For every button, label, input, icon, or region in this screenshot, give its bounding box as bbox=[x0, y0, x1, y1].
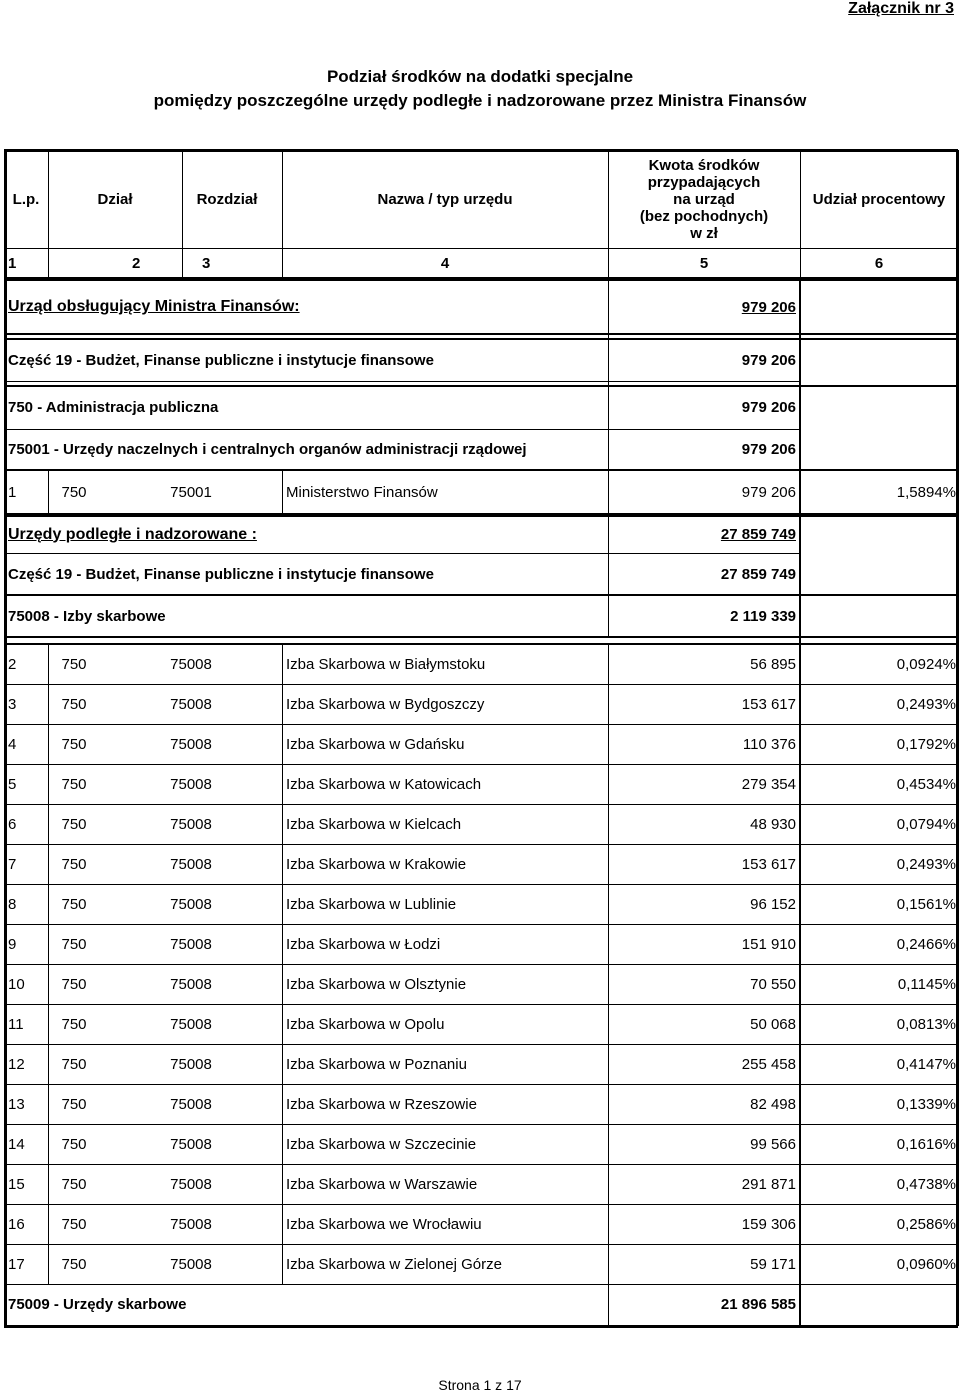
row-divider bbox=[4, 594, 958, 596]
colnum-2: 2 bbox=[132, 254, 141, 272]
row-rozdzial: 75001 bbox=[170, 483, 212, 501]
row-nazwa: Izba Skarbowa w Krakowie bbox=[286, 855, 467, 873]
colnum-6: 6 bbox=[874, 254, 884, 272]
row-rozdzial: 75008 bbox=[170, 1175, 212, 1193]
row-nazwa: Izba Skarbowa w Gdańsku bbox=[286, 735, 465, 753]
column-divider bbox=[48, 470, 49, 514]
row-udzial: 0,0794% bbox=[896, 815, 956, 833]
page-footer: Strona 1 z 17 bbox=[438, 1377, 522, 1393]
row-dzial: 750 bbox=[61, 735, 87, 753]
row-udzial: 0,1145% bbox=[897, 975, 956, 993]
row-udzial: 1,5894% bbox=[896, 483, 956, 501]
row-divider bbox=[4, 338, 958, 340]
row-nazwa: Izba Skarbowa w Kielcach bbox=[286, 815, 462, 833]
row-rozdzial: 75008 bbox=[170, 1215, 212, 1233]
colnum-4: 4 bbox=[440, 254, 450, 272]
section-value-dzial750: 979 206 bbox=[741, 399, 796, 416]
colnum-1: 1 bbox=[8, 254, 17, 272]
row-kwota: 50 068 bbox=[750, 1015, 796, 1033]
row-divider bbox=[4, 1284, 958, 1285]
colnum-3: 3 bbox=[202, 254, 211, 272]
row-udzial: 0,4534% bbox=[896, 775, 956, 793]
row-dzial: 750 bbox=[61, 695, 87, 713]
row-udzial: 0,1792% bbox=[896, 735, 956, 753]
header-udzial: Udział procentowy bbox=[812, 190, 946, 208]
header-nazwa: Nazwa / typ urzędu bbox=[377, 190, 513, 208]
column-divider bbox=[608, 644, 609, 1284]
header-kwota-line: na urząd bbox=[673, 190, 735, 208]
row-lp: 4 bbox=[8, 735, 17, 753]
row-kwota: 151 910 bbox=[741, 935, 796, 953]
header-kwota-line: (bez pochodnych) bbox=[639, 207, 769, 225]
row-udzial: 0,4147% bbox=[896, 1055, 956, 1073]
row-lp: 8 bbox=[8, 895, 17, 913]
column-divider bbox=[48, 644, 49, 1284]
row-divider bbox=[4, 333, 958, 335]
section-value-urzad_obslugujacy: 979 206 bbox=[741, 298, 796, 316]
row-lp: 12 bbox=[8, 1055, 25, 1073]
section-value-rozdz75008: 2 119 339 bbox=[730, 607, 796, 625]
row-divider bbox=[4, 844, 958, 845]
row-rozdzial: 75008 bbox=[170, 815, 212, 833]
row-kwota: 48 930 bbox=[750, 815, 796, 833]
row-lp: 10 bbox=[8, 975, 25, 993]
section-value-urzedy_podlegle: 27 859 749 bbox=[720, 526, 796, 543]
row-lp: 2 bbox=[8, 655, 17, 673]
row-rozdzial: 75008 bbox=[170, 855, 212, 873]
header-kwota-line: przypadających bbox=[647, 173, 761, 191]
row-divider bbox=[4, 1044, 958, 1045]
row-lp: 14 bbox=[8, 1135, 25, 1153]
row-nazwa: Ministerstwo Finansów bbox=[286, 483, 438, 501]
column-divider bbox=[282, 150, 283, 278]
row-divider bbox=[4, 381, 800, 382]
row-kwota: 110 376 bbox=[742, 735, 796, 753]
column-divider bbox=[608, 280, 609, 470]
row-udzial: 0,2466% bbox=[896, 935, 956, 953]
row-dzial: 750 bbox=[61, 1215, 87, 1233]
column-divider bbox=[282, 644, 283, 1284]
header-top-border bbox=[4, 149, 958, 152]
row-divider bbox=[4, 515, 958, 517]
row-kwota: 279 354 bbox=[741, 775, 796, 793]
row-rozdzial: 75008 bbox=[170, 1055, 212, 1073]
row-udzial: 0,2586% bbox=[896, 1215, 956, 1233]
row-dzial: 750 bbox=[61, 1055, 87, 1073]
row-divider bbox=[4, 636, 958, 638]
row-rozdzial: 75008 bbox=[170, 735, 212, 753]
table-right-border bbox=[956, 150, 959, 1326]
row-rozdzial: 75008 bbox=[170, 975, 212, 993]
header-rozdzial: Rozdział bbox=[196, 190, 258, 208]
column-divider bbox=[282, 470, 283, 514]
row-divider bbox=[4, 764, 958, 765]
row-dzial: 750 bbox=[61, 1135, 87, 1153]
row-kwota: 59 171 bbox=[750, 1255, 796, 1273]
row-divider bbox=[4, 553, 800, 554]
row-udzial: 0,2493% bbox=[896, 855, 956, 873]
column-divider bbox=[608, 150, 609, 278]
row-divider bbox=[4, 1124, 958, 1125]
row-udzial: 0,1616% bbox=[896, 1135, 956, 1153]
row-divider bbox=[4, 1244, 958, 1245]
column-divider bbox=[182, 150, 183, 278]
row-nazwa: Izba Skarbowa w Opolu bbox=[286, 1015, 445, 1033]
row-nazwa: Izba Skarbowa w Szczecinie bbox=[286, 1135, 477, 1153]
row-divider bbox=[4, 924, 958, 925]
row-rozdzial: 75008 bbox=[170, 1095, 212, 1113]
document-title-line-1: Podział środków na dodatki specjalne bbox=[326, 67, 634, 86]
row-dzial: 750 bbox=[61, 895, 87, 913]
row-rozdzial: 75008 bbox=[170, 695, 212, 713]
section-label-rozdz75009: 75009 - Urzędy skarbowe bbox=[8, 1295, 187, 1313]
row-dzial: 750 bbox=[61, 655, 87, 673]
header-kwota bbox=[608, 150, 800, 248]
column-divider bbox=[608, 470, 609, 514]
section-value-rozdz75009: 21 896 585 bbox=[720, 1295, 796, 1313]
header-dzial: Dział bbox=[97, 190, 133, 208]
row-kwota: 153 617 bbox=[741, 855, 796, 873]
row-divider bbox=[4, 684, 958, 685]
row-divider bbox=[4, 1004, 958, 1005]
row-rozdzial: 75008 bbox=[170, 775, 212, 793]
row-nazwa: Izba Skarbowa we Wrocławiu bbox=[286, 1215, 482, 1233]
row-lp: 1 bbox=[8, 483, 17, 501]
row-divider bbox=[4, 1084, 958, 1085]
section-label-urzedy_podlegle: Urzędy podległe i nadzorowane : bbox=[8, 525, 257, 543]
row-nazwa: Izba Skarbowa w Białymstoku bbox=[286, 655, 486, 673]
section-label-dzial750: 750 - Administracja publiczna bbox=[8, 399, 219, 416]
row-nazwa: Izba Skarbowa w Bydgoszczy bbox=[286, 695, 485, 713]
row-lp: 6 bbox=[8, 815, 17, 833]
row-divider bbox=[4, 469, 958, 471]
row-kwota: 70 550 bbox=[750, 975, 796, 993]
section-value-czesc19_b: 27 859 749 bbox=[720, 565, 796, 583]
row-lp: 7 bbox=[8, 855, 17, 873]
row-udzial: 0,4738% bbox=[896, 1175, 956, 1193]
row-kwota: 255 458 bbox=[741, 1055, 796, 1073]
column-divider bbox=[608, 516, 609, 637]
row-nazwa: Izba Skarbowa w Katowicach bbox=[286, 775, 482, 793]
row-nazwa: Izba Skarbowa w Łodzi bbox=[286, 935, 441, 953]
row-lp: 11 bbox=[8, 1015, 24, 1033]
row-nazwa: Izba Skarbowa w Zielonej Górze bbox=[286, 1255, 502, 1273]
row-udzial: 0,1339% bbox=[896, 1095, 956, 1113]
row-divider bbox=[4, 964, 958, 965]
column-divider bbox=[48, 150, 49, 278]
header-kwota-line: w zł bbox=[690, 224, 718, 242]
row-kwota: 291 871 bbox=[741, 1175, 796, 1193]
row-dzial: 750 bbox=[61, 483, 87, 501]
row-rozdzial: 75008 bbox=[170, 1135, 212, 1153]
row-divider bbox=[4, 724, 958, 725]
row-lp: 9 bbox=[8, 935, 17, 953]
section-label-rozdz75001: 75001 - Urzędy naczelnych i centralnych organów administracji rządowej bbox=[8, 441, 527, 458]
row-lp: 16 bbox=[8, 1215, 25, 1233]
column-divider bbox=[608, 1284, 609, 1326]
row-divider bbox=[4, 1164, 958, 1165]
row-dzial: 750 bbox=[61, 775, 87, 793]
row-rozdzial: 75008 bbox=[170, 655, 212, 673]
row-nazwa: Izba Skarbowa w Warszawie bbox=[286, 1175, 478, 1193]
row-lp: 17 bbox=[8, 1255, 25, 1273]
section-value-rozdz75001: 979 206 bbox=[741, 441, 796, 458]
row-dzial: 750 bbox=[61, 1255, 87, 1273]
row-kwota: 979 206 bbox=[741, 483, 796, 501]
row-lp: 15 bbox=[8, 1175, 25, 1193]
section-label-czesc19_b: Część 19 - Budżet, Finanse publiczne i instytucje finansowe bbox=[8, 565, 434, 583]
row-dzial: 750 bbox=[61, 935, 87, 953]
table-left-border bbox=[4, 150, 7, 1326]
row-lp: 5 bbox=[8, 775, 17, 793]
row-rozdzial: 75008 bbox=[170, 1255, 212, 1273]
column-divider bbox=[799, 278, 801, 1326]
header-lp: L.p. bbox=[12, 190, 40, 208]
row-kwota: 99 566 bbox=[750, 1135, 796, 1153]
row-rozdzial: 75008 bbox=[170, 895, 212, 913]
section-value-czesc19_a: 979 206 bbox=[741, 351, 796, 369]
row-kwota: 82 498 bbox=[750, 1095, 796, 1113]
row-divider bbox=[4, 385, 958, 387]
row-divider bbox=[4, 279, 958, 281]
row-udzial: 0,1561% bbox=[896, 895, 956, 913]
row-divider bbox=[4, 884, 958, 885]
section-label-urzad_obslugujacy: Urząd obsługujący Ministra Finansów: bbox=[8, 298, 300, 315]
row-dzial: 750 bbox=[61, 1095, 87, 1113]
row-kwota: 159 306 bbox=[741, 1215, 796, 1233]
row-udzial: 0,2493% bbox=[896, 695, 956, 713]
row-divider bbox=[4, 429, 800, 430]
document-title-line-2: pomiędzy poszczególne urzędy podległe i nadzorowane przez Ministra Finansów bbox=[153, 91, 807, 110]
row-rozdzial: 75008 bbox=[170, 1015, 212, 1033]
row-udzial: 0,0924% bbox=[896, 655, 956, 673]
row-divider bbox=[4, 804, 958, 805]
row-rozdzial: 75008 bbox=[170, 935, 212, 953]
section-label-rozdz75008: 75008 - Izby skarbowe bbox=[8, 607, 166, 625]
row-udzial: 0,0813% bbox=[896, 1015, 956, 1033]
row-nazwa: Izba Skarbowa w Olsztynie bbox=[286, 975, 467, 993]
row-udzial: 0,0960% bbox=[896, 1255, 956, 1273]
colnum-5: 5 bbox=[699, 254, 709, 272]
row-lp: 13 bbox=[8, 1095, 25, 1113]
row-lp: 3 bbox=[8, 695, 17, 713]
section-label-czesc19_a: Część 19 - Budżet, Finanse publiczne i instytucje finansowe bbox=[8, 351, 434, 369]
row-divider bbox=[4, 643, 958, 645]
column-divider bbox=[800, 150, 801, 278]
allocation-table bbox=[4, 148, 958, 1329]
row-kwota: 96 152 bbox=[750, 895, 796, 913]
row-kwota: 153 617 bbox=[741, 695, 796, 713]
row-nazwa: Izba Skarbowa w Rzeszowie bbox=[286, 1095, 477, 1113]
row-dzial: 750 bbox=[61, 855, 87, 873]
row-kwota: 56 895 bbox=[750, 655, 796, 673]
attachment-label: Załącznik nr 3 bbox=[848, 0, 954, 17]
row-dzial: 750 bbox=[61, 1015, 87, 1033]
table-bottom-border bbox=[4, 1325, 958, 1328]
row-nazwa: Izba Skarbowa w Lublinie bbox=[286, 895, 457, 913]
row-nazwa: Izba Skarbowa w Poznaniu bbox=[286, 1055, 467, 1073]
row-dzial: 750 bbox=[61, 975, 87, 993]
header-divider bbox=[4, 248, 958, 249]
header-kwota-line: Kwota środków bbox=[648, 156, 760, 174]
row-dzial: 750 bbox=[61, 815, 87, 833]
row-divider bbox=[4, 1204, 958, 1205]
row-dzial: 750 bbox=[61, 1175, 87, 1193]
